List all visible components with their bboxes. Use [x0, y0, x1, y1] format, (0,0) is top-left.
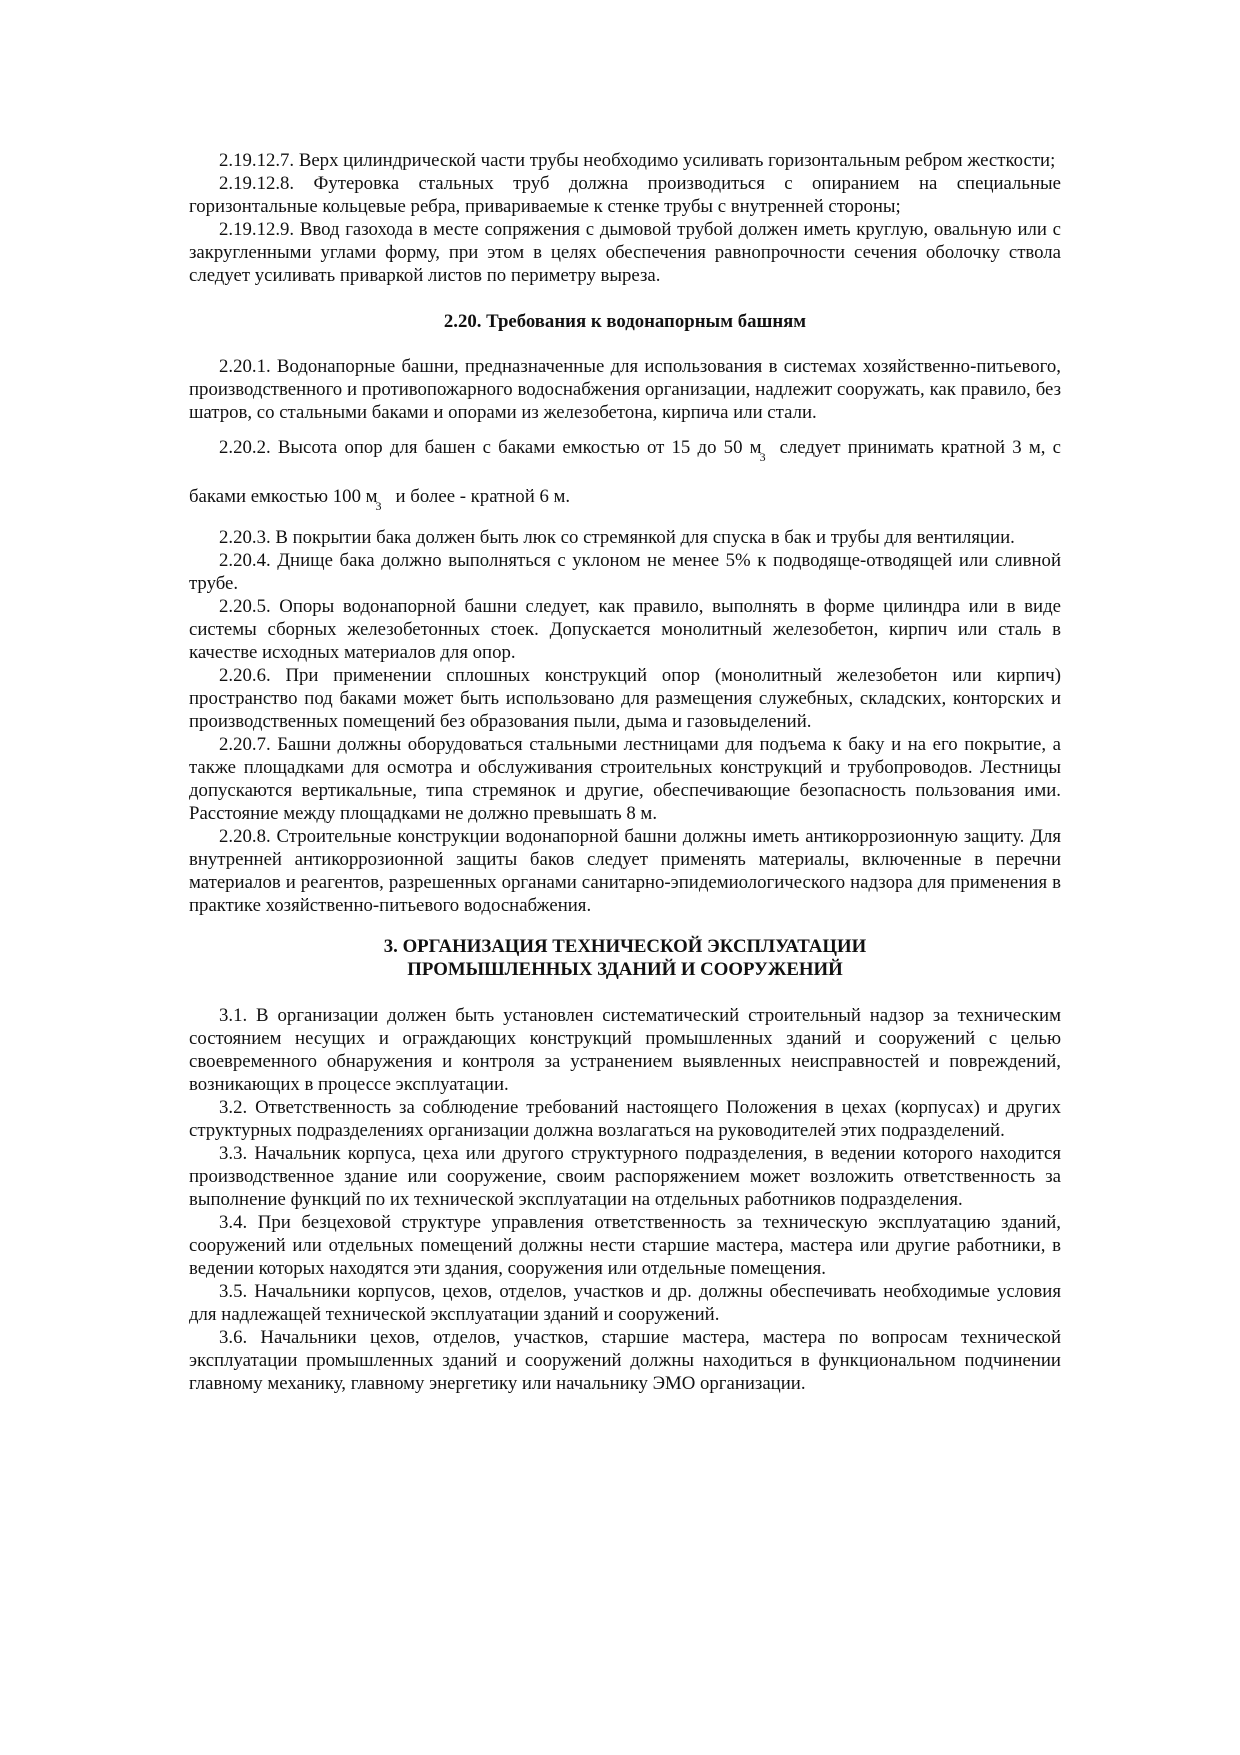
paragraph-3-2: 3.2. Ответственность за соблюдение требований настоящего Положения в цехах (корпусах) и других структурных подразделениях организации должна возлагаться на руководителей этих подразделений.	[189, 1097, 1061, 1141]
paragraph-3-3: 3.3. Начальник корпуса, цеха или другого структурного подразделения, в ведении которого находится производственное здание или сооружение, своим распоряжением может возложить ответственность за выполнение функций по их технической эксплуатации на отдельных работников подразделения.	[189, 1143, 1061, 1210]
section-3-heading-line-2: ПРОМЫШЛЕННЫХ ЗДАНИЙ И СООРУЖЕНИЙ	[407, 959, 843, 980]
paragraph-2-20-7: 2.20.7. Башни должны оборудоваться стальными лестницами для подъема к баку и на его покрытие, а также площадками для осмотра и обслуживания строительных конструкций и трубопроводов. Лестницы допускаются вертикальные, типа стремянок и другие, обеспечивающие безопасность пользования ими. Расстояние между площадками не должно превышать 8 м.	[189, 734, 1061, 824]
section-2-20-heading: 2.20. Требования к водонапорным башням	[443, 311, 807, 332]
document-page	[189, 149, 1061, 1395]
paragraph-3-1: 3.1. В организации должен быть установлен систематический строительный надзор за техническим состоянием несущих и ограждающих конструкций промышленных зданий и сооружений с целью своевременного обнаружения и контроля за устранением выявленных неисправностей и повреждений, возникающих в процессе эксплуатации.	[189, 1005, 1061, 1095]
paragraph-2-20-2	[189, 424, 1061, 522]
section-3-heading-line-1: 3. ОРГАНИЗАЦИЯ ТЕХНИЧЕСКОЙ ЭКСПЛУАТАЦИИ	[383, 936, 867, 957]
paragraph-2-20-2-text-1: 2.20.2. Высота опор для башен с баками емкостью от 15 до 50 м	[219, 437, 762, 458]
cubic-unit-index-1: 3	[759, 450, 766, 464]
paragraph-2-20-6: 2.20.6. При применении сплошных конструкций опор (монолитный железобетон или кирпич) пространство под баками может быть использовано для размещения служебных, складских, конторских и производственных помещений без образования пыли, дыма и газовыделений.	[189, 665, 1061, 732]
paragraph-2-20-2-text-3: и более - кратной 6 м.	[395, 486, 571, 507]
paragraph-2-20-3: 2.20.3. В покрытии бака должен быть люк со стремянкой для спуска в бак и трубы для вентиляции.	[219, 527, 1015, 548]
cubic-unit-index-2: 3	[375, 499, 382, 513]
paragraph-2-19-12-7: 2.19.12.7. Верх цилиндрической части трубы необходимо усиливать горизонтальным ребром жесткости;	[219, 150, 1056, 171]
paragraph-2-20-1: 2.20.1. Водонапорные башни, предназначенные для использования в системах хозяйственно-питьевого, производственного и противопожарного водоснабжения организации, надлежит сооружать, как правило, без шатров, со стальными баками и опорами из железобетона, кирпича или стали.	[189, 356, 1061, 423]
paragraph-2-19-12-9: 2.19.12.9. Ввод газохода в месте сопряжения с дымовой трубой должен иметь круглую, овальную или с закругленными углами форму, при этом в целях обеспечения равнопрочности сечения оболочку ствола следует усиливать приваркой листов по периметру выреза.	[189, 219, 1061, 286]
paragraph-2-20-2-text-2: следует принимать кратной 3 м, с баками емкостью 100 м	[189, 437, 1061, 507]
paragraph-3-4: 3.4. При безцеховой структуре управления ответственность за техническую эксплуатацию зданий, сооружений или отдельных помещений должны нести старшие мастера, мастера или другие работники, в ведении которых находятся эти здания, сооружения или отдельные помещения.	[189, 1212, 1061, 1279]
paragraph-2-19-12-8: 2.19.12.8. Футеровка стальных труб должна производиться с опиранием на специальные горизонтальные кольцевые ребра, привариваемые к стенке трубы с внутренней стороны;	[189, 173, 1061, 217]
paragraph-2-20-4: 2.20.4. Днище бака должно выполняться с уклоном не менее 5% к подводяще-отводящей или сливной трубе.	[189, 550, 1061, 594]
paragraph-3-6: 3.6. Начальники цехов, отделов, участков, старшие мастера, мастера по вопросам технической эксплуатации промышленных зданий и сооружений должны находиться в функциональном подчинении главному механику, главному энергетику или начальнику ЭМО организации.	[189, 1327, 1061, 1394]
paragraph-2-20-5: 2.20.5. Опоры водонапорной башни следует, как правило, выполнять в форме цилиндра или в виде системы сборных железобетонных стоек. Допускается монолитный железобетон, кирпич или сталь в качестве исходных материалов для опор.	[189, 596, 1061, 663]
paragraph-2-20-8: 2.20.8. Строительные конструкции водонапорной башни должны иметь антикоррозионную защиту. Для внутренней антикоррозионной защиты баков следует применять материалы, включенные в перечни материалов и реагентов, разрешенных органами санитарно-эпидемиологического надзора для применения в практике хозяйственно-питьевого водоснабжения.	[189, 826, 1061, 916]
section-3-heading	[189, 935, 1061, 981]
paragraph-3-5: 3.5. Начальники корпусов, цехов, отделов, участков и др. должны обеспечивать необходимые условия для надлежащей технической эксплуатации зданий и сооружений.	[189, 1281, 1061, 1325]
